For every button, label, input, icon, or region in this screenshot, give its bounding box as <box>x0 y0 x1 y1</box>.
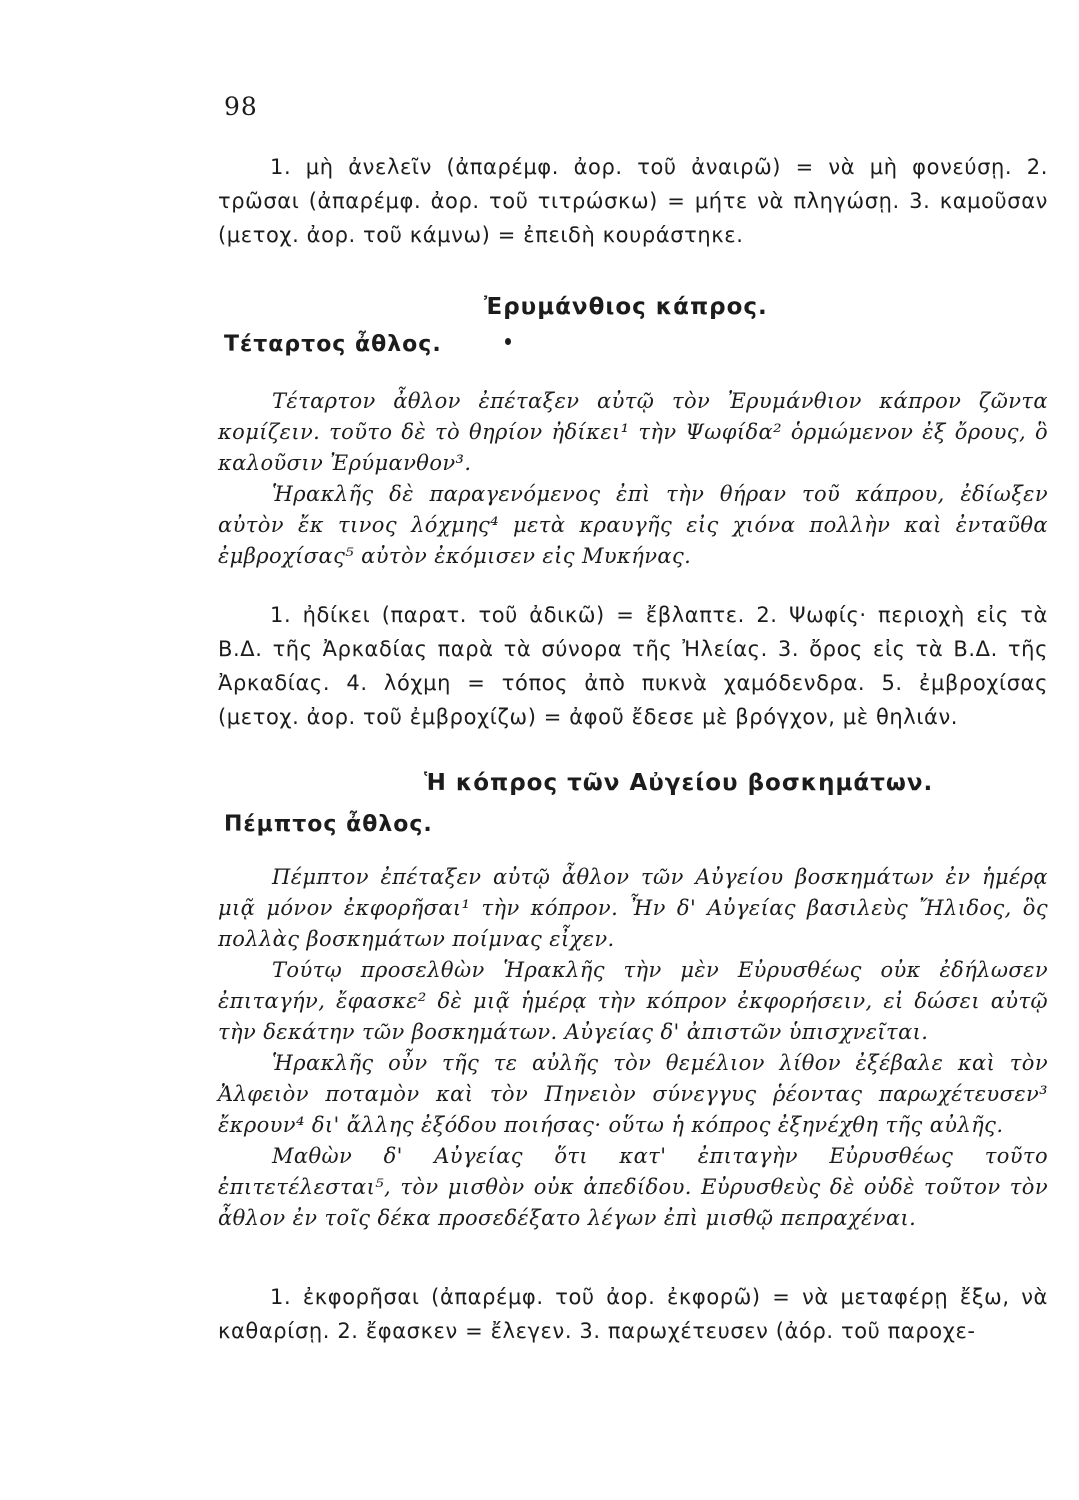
body-paragraph: Πέμπτον ἐπέταξεν αὐτῷ ἆθλον τῶν Αὐγείου βοσκημάτων ἐν ἡμέρᾳ μιᾷ μόνον ἐκφορῆσαι¹ τὴν κόπρον. Ἦν δ' Αὐγείας βασιλεὺς Ἤλιδος, ὃς πολλὰς βοσκημάτων ποίμνας εἶχεν. <box>218 865 1048 951</box>
section-subtitle-erymanthian-boar: Ἐρυμάνθιος κάπρος. <box>484 294 768 320</box>
body-paragraph: Τούτῳ προσελθὼν Ἡρακλῆς τὴν μὲν Εὐρυσθέως οὐκ ἐδήλωσεν ἐπιταγήν, ἔφασκε² δὲ μιᾷ ἡμέρᾳ τὴν κόπρον ἐκφορήσειν, εἰ δώσει αὐτῷ τὴν δεκάτην τῶν βοσκημάτων. Αὐγείας δ' ἀπιστῶν ὑπισχνεῖται. <box>218 958 1048 1044</box>
footnotes-section-5 <box>218 1280 1048 1348</box>
footnotes-section-4 <box>218 598 1048 734</box>
body-paragraph: Ἡρακλῆς δὲ παραγενόμενος ἐπὶ τὴν θήραν τοῦ κάπρου, ἐδίωξεν αὐτὸν ἔκ τινος λόχμης⁴ μετὰ κραυγῆς εἰς χιόνα πολλὴν καὶ ἐνταῦθα ἐμβροχίσας⁵ αὐτὸν ἐκόμισεν εἰς Μυκήνας. <box>218 482 1048 568</box>
section-5-body <box>218 862 1048 1234</box>
footnote-paragraph: 1. ἠδίκει (παρατ. τοῦ ἀδικῶ) = ἔβλαπτε. 2. Ψωφίς· περιοχὴ εἰς τὰ Β.Δ. τῆς Ἀρκαδίας παρὰ τὰ σύνορα τῆς Ἠλείας. 3. ὄρος εἰς τὰ Β.Δ. τῆς Ἀρκαδίας. 4. λόχμη = τόπος ἀπὸ πυκνὰ χαμόδενδρα. 5. ἐμβροχίσας (μετοχ. ἀορ. τοῦ ἐμβροχίζω) = ἀφοῦ ἔδεσε μὲ βρόγχον, μὲ θηλιάν. <box>218 603 1048 729</box>
section-heading-fourth-labour: Τέταρτος ἆθλος. <box>224 332 442 357</box>
footnote-paragraph: 1. ἐκφορῆσαι (ἀπαρέμφ. τοῦ ἀορ. ἐκφορῶ) = νὰ μεταφέρῃ ἔξω, νὰ καθαρίσῃ. 2. ἔφασκεν = ἔλεγεν. 3. παρωχέτευσεν (ἀόρ. τοῦ παροχε- <box>218 1285 1048 1343</box>
page-number: 98 <box>224 92 258 121</box>
section-heading-fifth-labour: Πέμπτος ἆθλος. <box>224 812 433 837</box>
footnotes-previous-section <box>218 150 1048 252</box>
ink-dot <box>505 338 511 345</box>
section-subtitle-augean-stables: Ἡ κόπρος τῶν Αὐγείου βοσκημάτων. <box>424 770 934 796</box>
body-paragraph: Τέταρτον ἆθλον ἐπέταξεν αὐτῷ τὸν Ἐρυμάνθιον κάπρον ζῶντα κομίζειν. τοῦτο δὲ τὸ θηρίον ἠδίκει¹ τὴν Ψωφίδα² ὁρμώμενον ἐξ ὄρους, ὃ καλοῦσιν Ἐρύμανθον³. <box>218 389 1048 475</box>
body-paragraph: Ἡρακλῆς οὖν τῆς τε αὐλῆς τὸν θεμέλιον λίθον ἐξέβαλε καὶ τὸν Ἀλφειὸν ποταμὸν καὶ τὸν Πηνειὸν σύνεγγυς ῥέοντας παρωχέτευσεν³ ἔκρουν⁴ δι' ἄλλης ἐξόδου ποιήσας· οὕτω ἡ κόπρος ἐξηνέχθη τῆς αὐλῆς. <box>218 1051 1048 1137</box>
footnote-paragraph: 1. μὴ ἀνελεῖν (ἀπαρέμφ. ἀορ. τοῦ ἀναιρῶ) = νὰ μὴ φονεύσῃ. 2. τρῶσαι (ἀπαρέμφ. ἀορ. τοῦ τιτρώσκω) = μήτε νὰ πληγώσῃ. 3. καμοῦσαν (μετοχ. ἀορ. τοῦ κάμνω) = ἐπειδὴ κουράστηκε. <box>218 155 1048 247</box>
body-paragraph: Μαθὼν δ' Αὐγείας ὅτι κατ' ἐπιταγὴν Εὐρυσθέως τοῦτο ἐπιτετέλεσται⁵, τὸν μισθὸν οὐκ ἀπεδίδου. Εὐρυσθεὺς δὲ οὐδὲ τοῦτον τὸν ἆθλον ἐν τοῖς δέκα προσεδέξατο λέγων ἐπὶ μισθῷ πεπραχέναι. <box>218 1144 1048 1230</box>
section-4-body <box>218 386 1048 572</box>
